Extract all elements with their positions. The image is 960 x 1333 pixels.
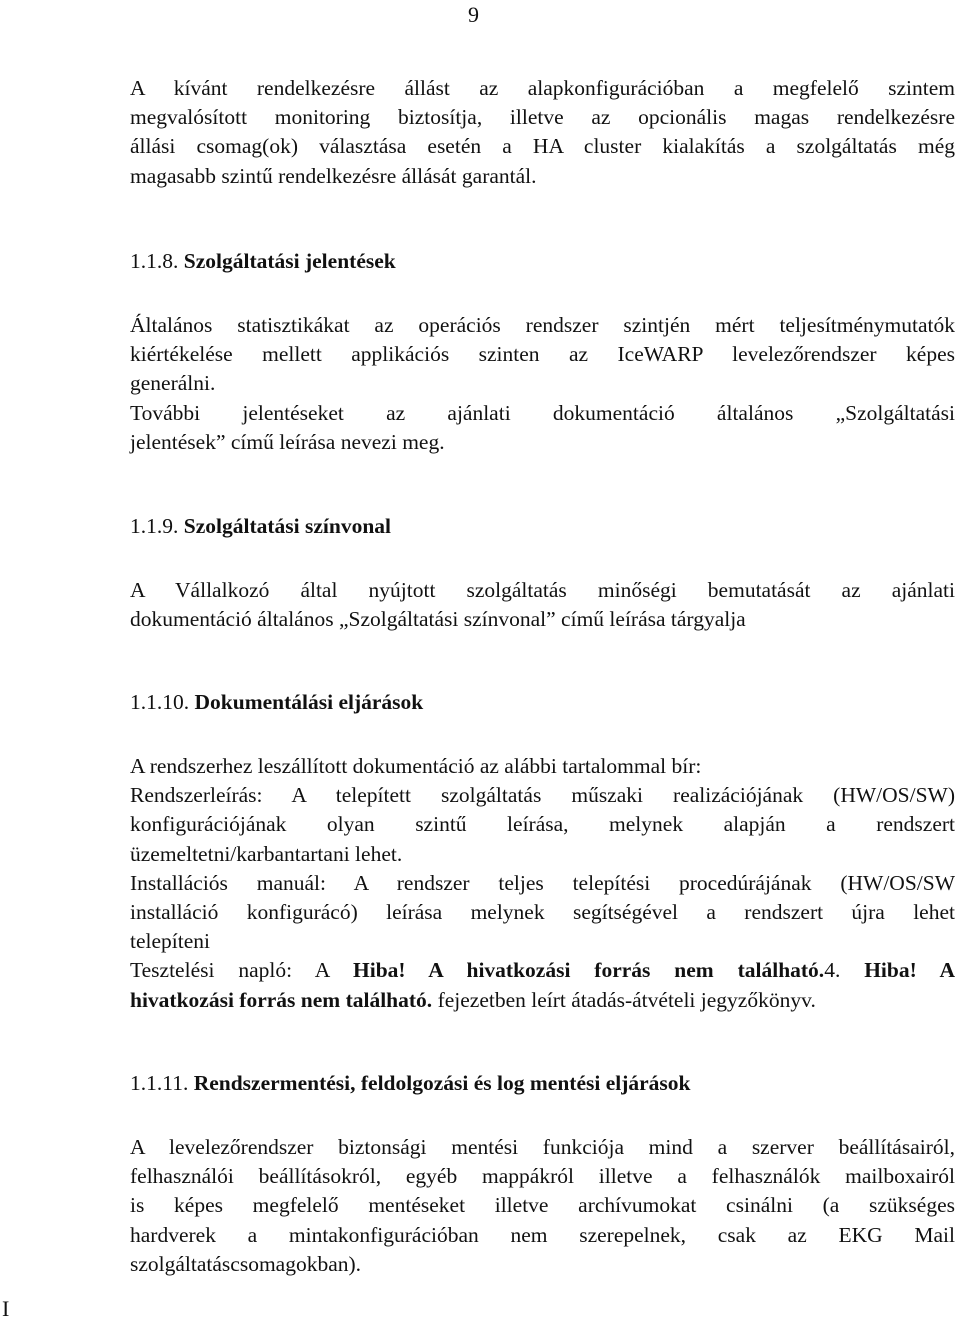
text-line: A rendszerhez leszállított dokumentáció az alábbi tartalommal bír: (130, 754, 702, 778)
margin-mark: I (2, 1296, 10, 1321)
section-heading-1-1-10 (130, 688, 423, 717)
text-line: Rendszerleírás: A telepített szolgáltatás műszaki realizációjának (HW/OS/SW) (130, 783, 955, 808)
section-heading-1-1-8 (130, 247, 396, 276)
section-title: Dokumentálási eljárások (194, 690, 424, 714)
text-line: megvalósított monitoring biztosítja, illetve az opcionális magas rendelkezésre (130, 105, 955, 130)
section-title: Szolgáltatási színvonal (183, 514, 392, 538)
text-line: jelentések” című leírása nevezi meg. (130, 429, 445, 454)
text-line: Installációs manuál: A rendszer teljes telepítési procedúrájának (HW/OS/SW (130, 870, 955, 895)
text-line: A levelezőrendszer biztonsági mentési funkciója mind a szerver beállításairól, (130, 1135, 955, 1159)
text-line: A Vállalkozó által nyújtott szolgáltatás minőségi bemutatását az ajánlati (130, 578, 955, 602)
text-line: generálni. (130, 371, 216, 396)
text-line: magasabb szintű rendelkezésre állását garantál. (130, 163, 537, 188)
section-number: 1.1.9. (130, 514, 179, 538)
text-line: is képes megfelelő mentéseket illetve archívumokat csinálni (a szükséges (130, 1193, 955, 1218)
text-line: felhasználói beállításokról, egyéb mappákról illetve a felhasználók mailboxairól (130, 1164, 955, 1189)
section-number: 1.1.11. (130, 1071, 189, 1095)
reference-error-text: Hiba! A hivatkozási forrás nem található. (353, 958, 825, 983)
section-title: Szolgáltatási jelentések (183, 249, 396, 273)
text-line: üzemeltetni/karbantartani lehet. (130, 841, 403, 866)
text-line: szolgáltatáscsomagokban). (130, 1251, 362, 1276)
text-line: állási csomag(ok) választása esetén a HA cluster kialakítás a szolgáltatás még (130, 134, 955, 159)
text-line: dokumentáció általános „Szolgáltatási színvonal” című leírása tárgyalja (130, 607, 746, 632)
intro-paragraph (130, 74, 955, 191)
text-line: hardverek a mintakonfigurációban nem szerepelnek, csak az EKG Mail (130, 1222, 955, 1247)
text-line: A kívánt rendelkezésre állást az alapkonfigurációban a megfelelő szintem (130, 76, 955, 100)
reference-error-text: hivatkozási forrás nem található. (130, 987, 433, 1012)
paragraph-backup (130, 1133, 955, 1279)
paragraph-statistics (130, 311, 955, 457)
section-heading-1-1-11 (130, 1069, 691, 1098)
text-line: További jelentéseket az ajánlati dokumentáció általános „Szolgáltatási (130, 400, 955, 425)
paragraph-service-level (130, 576, 955, 634)
section-heading-1-1-9 (130, 512, 391, 541)
text-line-test-log (130, 956, 955, 985)
section-number: 1.1.8. (130, 249, 179, 273)
reference-error-text: Hiba! A (864, 958, 955, 983)
section-number: 1.1.10. (130, 690, 190, 714)
text-line: installáció konfigurácó) leírása melynek segítségével a rendszert újra lehet (130, 900, 955, 925)
page-number: 9 (468, 2, 479, 27)
text-line: konfigurációjának olyan szintű leírása, melynek alapján a rendszert (130, 812, 955, 837)
text-line: Általános statisztikákat az operációs rendszer szintjén mért teljesítménymutatók (130, 313, 955, 337)
paragraph-documentation (130, 752, 955, 1015)
text-line: kiértékelése mellett applikációs szinten az IceWARP levelezőrendszer képes (130, 342, 955, 367)
test-log-suffix: fejezetben leírt átadás-átvételi jegyzőkönyv. (432, 987, 816, 1012)
section-title: Rendszermentési, feldolgozási és log mentési eljárások (193, 1071, 691, 1095)
text-line: telepíteni (130, 929, 210, 954)
chapter-number: 4. (824, 958, 865, 983)
text-line-test-log-cont (130, 986, 955, 1015)
test-log-prefix: Tesztelési napló: A (130, 958, 353, 983)
